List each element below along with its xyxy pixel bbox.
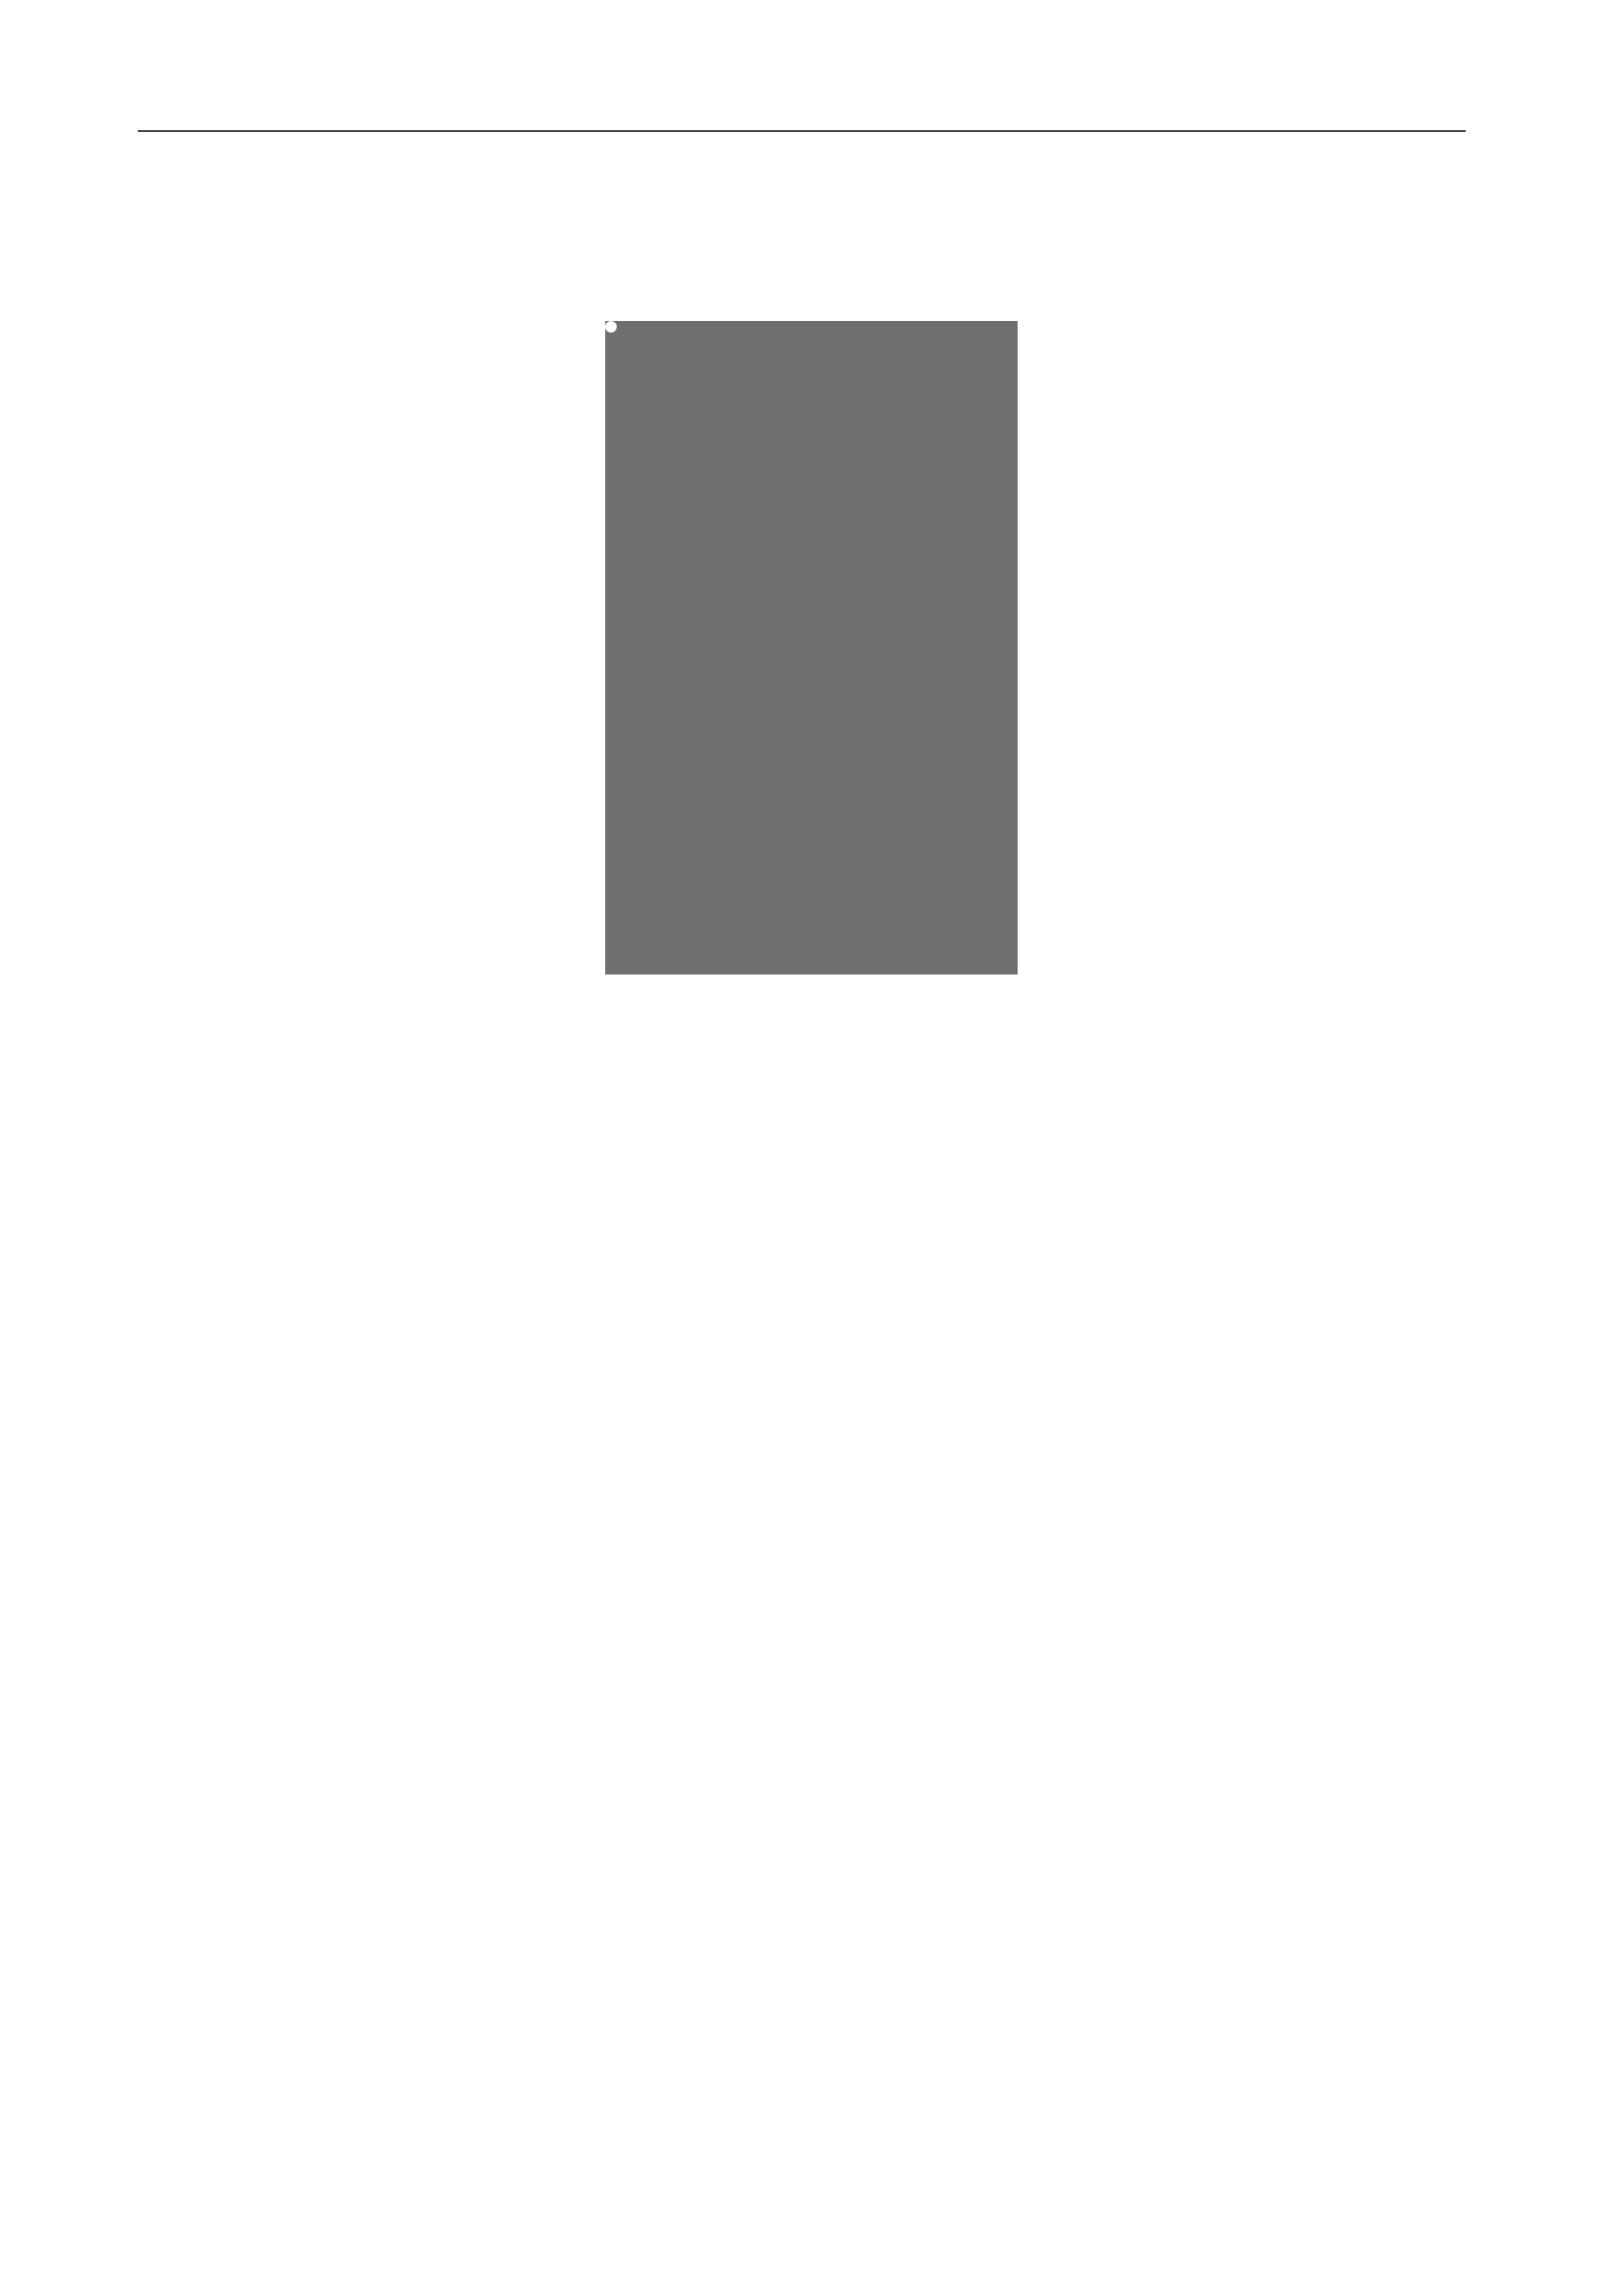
keypad-panel-main [605,321,1018,974]
top-rule [138,130,1466,132]
